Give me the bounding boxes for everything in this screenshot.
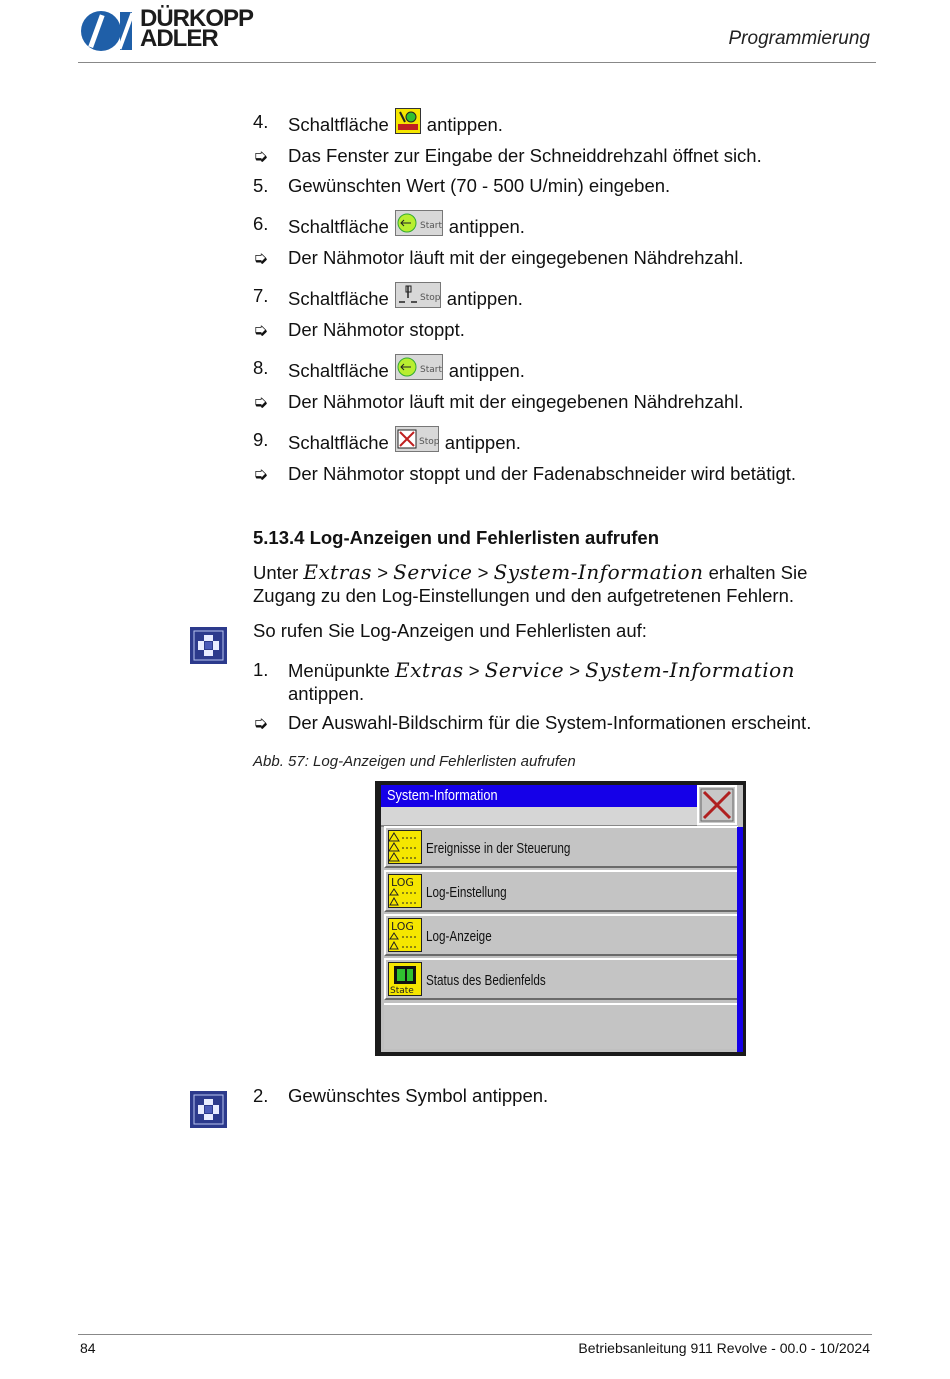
procedure-icon [190,627,227,664]
cut-speed-icon[interactable] [395,108,421,140]
howto-text: So rufen Sie Log-Anzeigen und Fehlerlisten auf: [253,620,647,641]
header-section-title: Programmierung [728,28,870,49]
close-button[interactable] [697,785,737,825]
step-number: 4. [253,111,269,132]
screen-titlebar [381,785,697,807]
logo-mark-icon [80,8,136,54]
menu-item-log-anzeige[interactable]: LOG Log-Anzeige [384,914,739,956]
log-settings-icon [388,874,422,908]
brand-name-line2: ADLER [140,25,218,52]
screen-empty-area [384,1003,739,1049]
state-icon [388,962,422,996]
system-information-screen [375,781,746,1056]
intro-line-1: Unter Extras > Service > System-Information erhalten Sie [253,560,808,584]
company-logo [80,5,270,54]
start-icon[interactable] [395,210,443,242]
svg-text:LOG: LOG [391,920,414,933]
brand-name-line1: DÜRKOPP [140,5,254,32]
menu-path-extras: Extras [303,560,373,584]
log-display-icon [388,918,422,952]
page-number: 84 [80,1340,96,1356]
svg-text:Stop: Stop [418,437,439,447]
section-heading: 5.13.4 Log-Anzeigen und Fehlerlisten aufrufen [253,527,660,548]
menu-path-service: Service [393,560,473,584]
footer-divider [78,1334,872,1335]
svg-text:State: State [390,986,414,996]
intro-line-2: Zugang zu den Log-Einstellungen und den aufgetretenen Fehlern. [253,585,795,606]
start-icon[interactable] [395,354,443,386]
close-icon [699,787,735,823]
cut-stop-icon[interactable] [395,426,439,458]
warning-list-icon [388,830,422,864]
svg-text:Start: Start [419,365,442,375]
menu-item-log-einstellung[interactable]: LOG Log-Einstellung [384,870,739,912]
svg-text:Stop: Stop [419,293,441,303]
stop-icon[interactable] [395,282,441,314]
figure-caption: Abb. 57: Log-Anzeigen und Fehlerlisten aufrufen [253,753,576,770]
procedure-icon [190,1091,227,1128]
svg-text:LOG: LOG [391,876,414,889]
menu-path-system-information: System-Information [493,560,704,584]
svg-text:Start: Start [419,221,442,231]
header-divider [78,62,876,63]
result-arrow-icon: ➭ [253,146,269,166]
screen-title: System-Information [387,787,498,804]
menu-item-status-bedienfeld[interactable]: State Status des Bedienfelds [384,958,739,1000]
menu-item-ereignisse[interactable]: Ereignisse in der Steuerung [384,826,739,868]
document-reference: Betriebsanleitung 911 Revolve - 00.0 - 10/2024 [578,1340,870,1356]
